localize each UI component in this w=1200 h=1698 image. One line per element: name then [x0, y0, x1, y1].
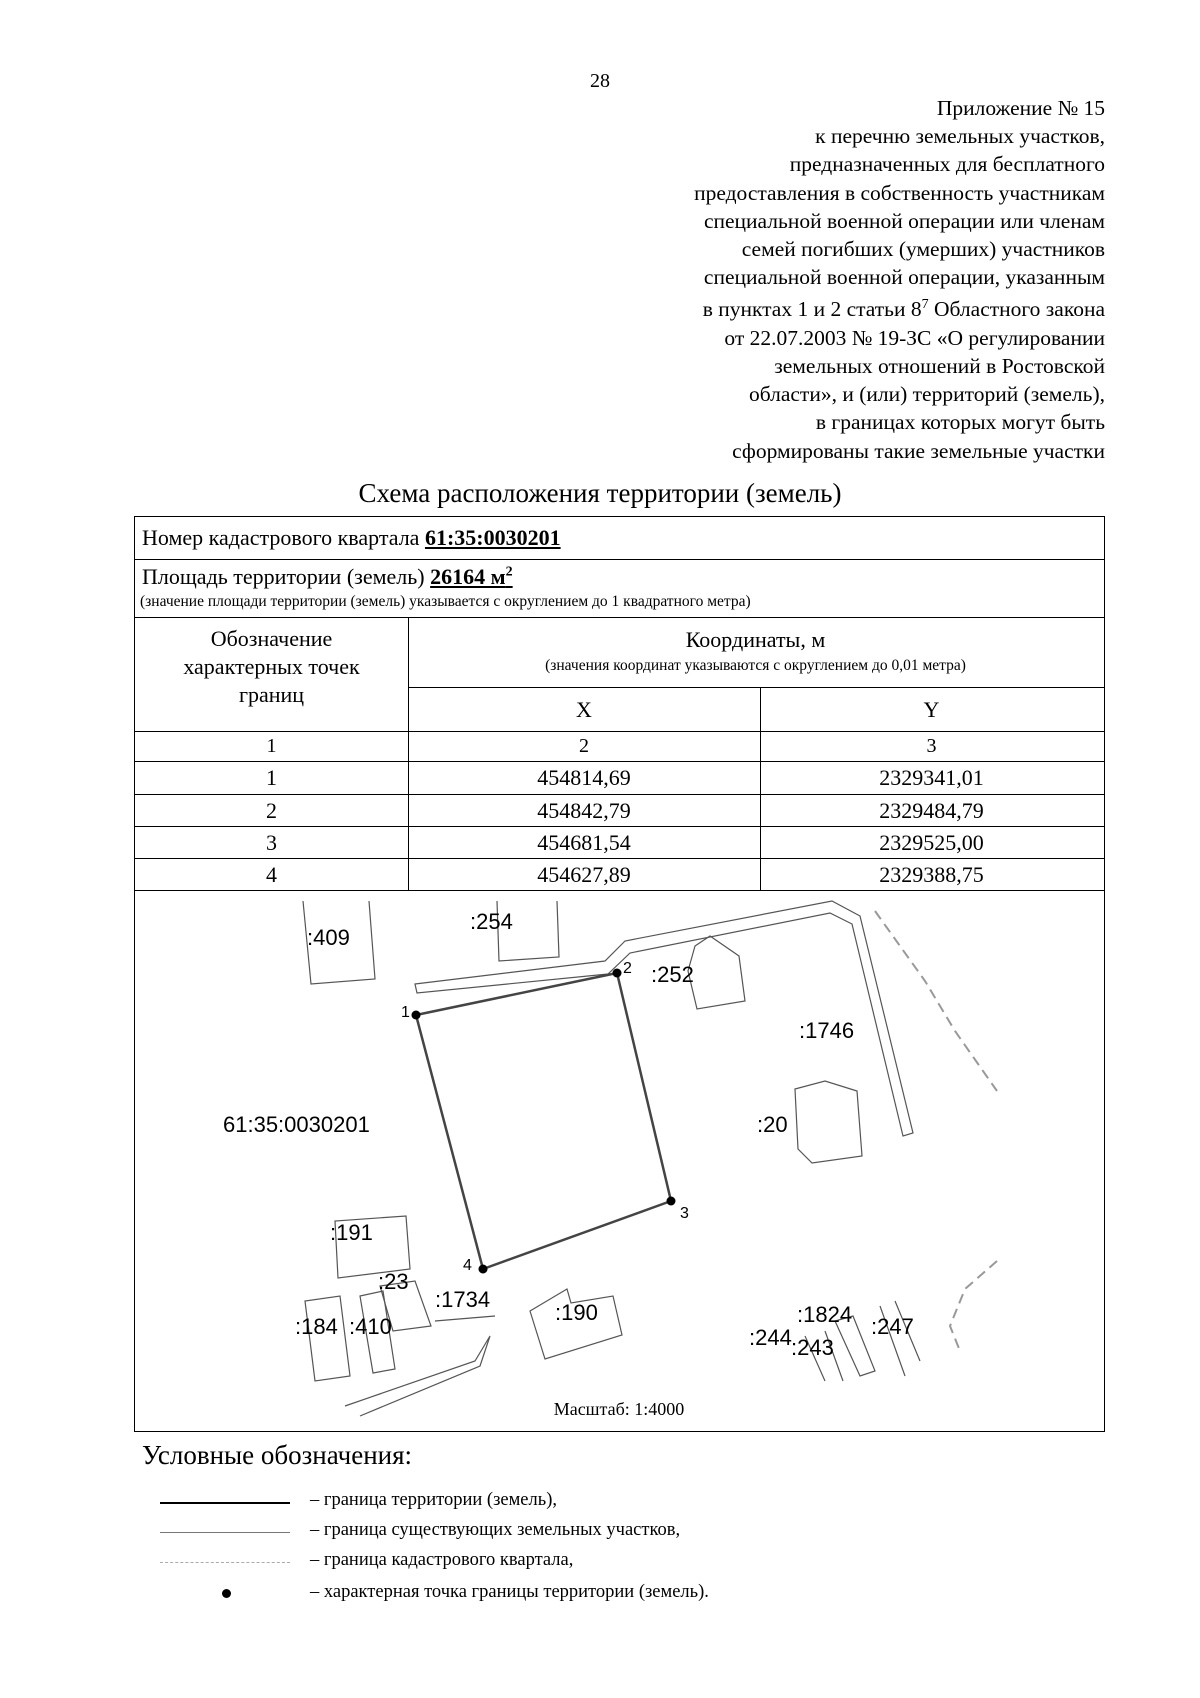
point-number: 4	[266, 862, 277, 887]
coords-header: Координаты, м	[685, 627, 826, 652]
divider	[135, 826, 1104, 827]
page-number: 28	[590, 70, 610, 92]
parcel-label-20: :20	[757, 1112, 788, 1137]
parcel-label-184: :184	[295, 1314, 338, 1339]
point-3-label: 3	[680, 1205, 689, 1222]
divider	[135, 617, 1104, 618]
map-scale: Масштаб: 1:4000	[553, 1399, 685, 1419]
coords-note: (значения координат указываются с округлением до 0,01 метра)	[545, 657, 966, 674]
quarter-label: 61:35:0030201	[223, 1112, 370, 1137]
legend-title: Условные обозначения:	[142, 1440, 413, 1470]
numbering-cell: 2	[579, 735, 589, 757]
parcel-label-244: :244	[749, 1325, 792, 1350]
point-y: 2329484,79	[879, 798, 984, 823]
area-row	[142, 564, 513, 590]
legend-solid-line-symbol	[160, 1502, 290, 1504]
point-4-marker	[479, 1265, 488, 1274]
area-superscript: 2	[505, 564, 513, 580]
parcel-20	[795, 1081, 862, 1163]
legend-text: – граница существующих земельных участков,	[310, 1520, 681, 1540]
point-1-marker	[412, 1011, 421, 1020]
point-number: 1	[266, 765, 277, 790]
divider	[135, 794, 1104, 795]
divider	[408, 687, 1104, 688]
legend-thin-line-symbol	[160, 1532, 290, 1533]
appendix-line: сформированы такие земельные участки	[732, 438, 1105, 463]
parcel-label-252: :252	[651, 962, 694, 987]
area-value	[430, 564, 513, 589]
parcel-label-410: :410	[349, 1314, 392, 1339]
numbering-cell: 3	[926, 735, 937, 757]
parcel-252	[688, 936, 745, 1009]
parcel-label-243: :243	[791, 1335, 834, 1360]
appendix-line: к перечню земельных участков,	[815, 124, 1105, 149]
quarter-boundary	[875, 911, 997, 1091]
points-header	[135, 625, 408, 709]
road-line	[435, 1316, 495, 1321]
cadastral-map	[135, 891, 1103, 1429]
appendix-line: Приложение № 15	[936, 96, 1105, 120]
area-number: 26164 м	[430, 564, 506, 589]
appendix-line: области», и (или) территорий (земель),	[748, 382, 1105, 407]
parcel-label-1734: :1734	[435, 1287, 491, 1312]
area-label: Площадь территории (земель)	[142, 564, 425, 589]
quarter-boundary	[950, 1261, 997, 1351]
point-2-label: 2	[623, 960, 632, 977]
appendix-line: специальной военной операции или членам	[703, 208, 1105, 233]
point-number: 3	[266, 830, 277, 855]
point-number: 2	[266, 798, 277, 823]
parcel-label-409: :409	[307, 925, 350, 950]
appendix-line: от 22.07.2003 № 19-ЗС «О регулировании	[724, 325, 1105, 350]
point-x: 454842,79	[537, 798, 631, 823]
point-y: 2329388,75	[879, 862, 984, 887]
appendix-line: земельных отношений в Ростовской	[774, 353, 1105, 378]
parcel-label-247: :247	[871, 1314, 914, 1339]
appendix-line: специальной военной операции, указанным	[703, 265, 1105, 290]
numbering-cell: 1	[266, 735, 277, 757]
scheme-title: Схема расположения территории (земель)	[358, 478, 842, 508]
point-x: 454814,69	[537, 765, 631, 790]
legend-text: – характерная точка границы территории (земель).	[310, 1582, 709, 1602]
parcel-label-254: :254	[470, 909, 513, 934]
article-superscript: 7	[921, 297, 929, 313]
parcel-label-191: :191	[330, 1220, 373, 1245]
legend-text: – граница кадастрового квартала,	[310, 1550, 574, 1570]
territory-boundary	[416, 973, 671, 1269]
appendix-line: предназначенных для бесплатного	[789, 152, 1105, 177]
appendix-line: семей погибших (умерших) участников	[741, 237, 1105, 262]
legend-text: – граница территории (земель),	[310, 1490, 557, 1510]
appendix-line-text: в пунктах 1 и 2 статьи 8	[702, 297, 922, 322]
appendix-line: предоставления в собственность участникам	[694, 180, 1105, 205]
area-note: (значение площади территории (земель) указывается с округлением до 1 квадратного метра)	[140, 593, 751, 610]
point-3-marker	[667, 1197, 676, 1206]
legend-dot-symbol	[222, 1589, 231, 1598]
point-1-label: 1	[401, 1004, 410, 1021]
parcel-label-23: :23	[378, 1269, 409, 1294]
parcel-label-1746: :1746	[799, 1018, 855, 1043]
scheme-frame	[134, 516, 1105, 1432]
appendix-line: в границах которых могут быть	[815, 410, 1105, 435]
point-y: 2329341,01	[879, 765, 984, 790]
divider	[135, 731, 1104, 732]
appendix-line-tail: Областного закона	[928, 297, 1105, 322]
appendix-line	[585, 291, 1105, 323]
parcel-label-1824: :1824	[797, 1302, 853, 1327]
points-header-line: характерных точек	[183, 654, 360, 679]
points-header-line: Обозначение	[210, 626, 333, 651]
cadastral-row	[142, 525, 561, 551]
divider	[135, 858, 1104, 859]
point-x: 454681,54	[537, 830, 631, 855]
legend-dashed-line-symbol	[160, 1562, 290, 1563]
points-header-line: границ	[238, 682, 305, 707]
cadastral-label: Номер кадастрового квартала	[142, 525, 420, 550]
divider	[135, 761, 1104, 762]
divider	[135, 559, 1104, 560]
cadastral-value: 61:35:0030201	[424, 525, 561, 550]
y-header: Y	[923, 697, 940, 722]
appendix-header	[585, 94, 1105, 465]
point-y: 2329525,00	[879, 830, 984, 855]
parcel-label-190: :190	[555, 1300, 598, 1325]
point-x: 454627,89	[537, 862, 631, 887]
x-header: X	[576, 697, 592, 722]
point-2-marker	[613, 969, 622, 978]
point-4-label: 4	[463, 1257, 472, 1274]
